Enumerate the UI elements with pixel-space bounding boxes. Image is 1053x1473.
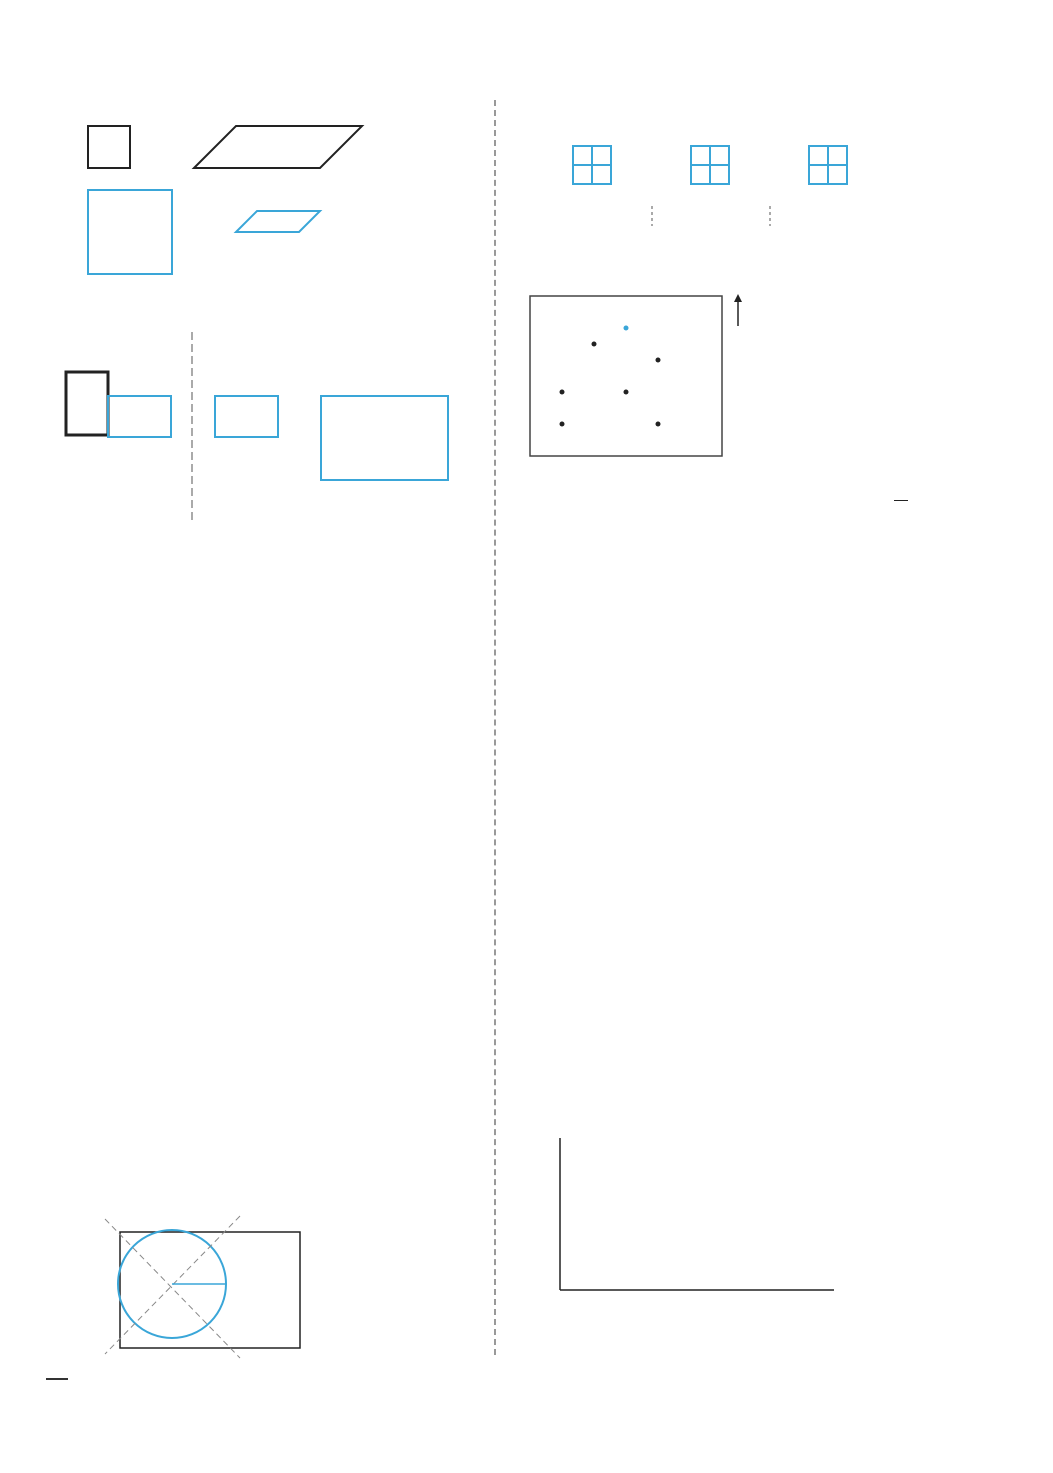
rectangle	[120, 1232, 300, 1348]
shape-b	[194, 126, 362, 168]
map-figure	[510, 286, 770, 482]
q5-grid-figure	[44, 326, 472, 522]
page-number-dash	[46, 1378, 68, 1380]
medal-bar-chart	[510, 1114, 870, 1320]
shape-b	[108, 396, 171, 437]
fraction-numerator	[894, 500, 908, 501]
fraction	[894, 500, 908, 501]
circle-rect-figure	[100, 1214, 312, 1360]
shape-a	[88, 126, 130, 168]
q4-grid-figure	[66, 104, 408, 276]
column-divider	[494, 100, 496, 1355]
q5-first-line	[516, 500, 946, 540]
three-views-figure	[550, 124, 874, 230]
shape-d	[321, 396, 448, 480]
shape-a-scaled	[88, 190, 172, 274]
shape-a	[66, 372, 108, 435]
shape-c	[215, 396, 278, 437]
shape-b-scaled	[236, 211, 320, 232]
diagonal	[105, 1216, 240, 1354]
